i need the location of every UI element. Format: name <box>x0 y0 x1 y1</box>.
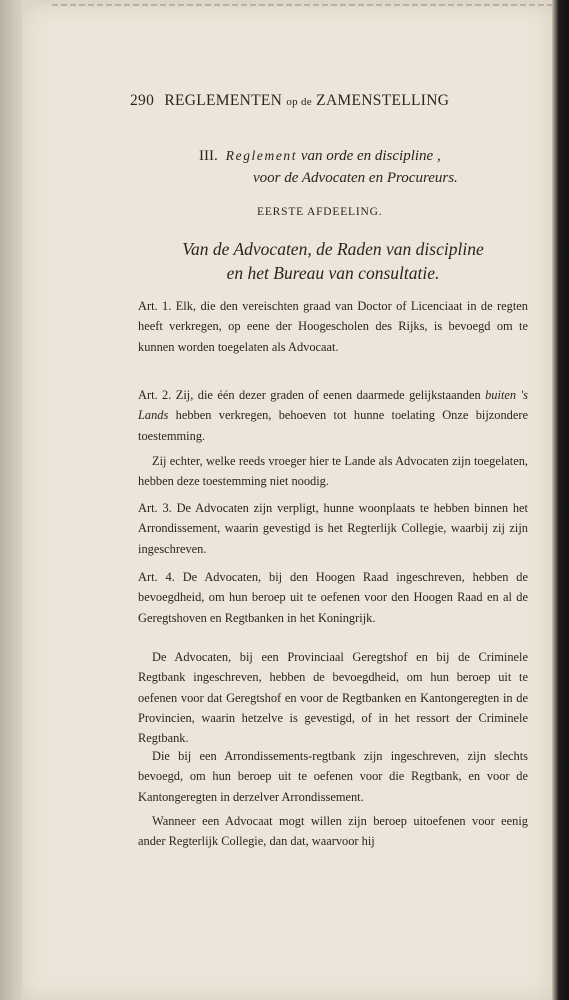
regulation-number: III. <box>199 148 218 164</box>
page-number: 290 <box>130 92 155 109</box>
article-2-second-paragraph: Zij echter, welke reeds vroeger hier te Lande als Advocaten zijn toegelaten, hebben deze toestemming niet noodig. <box>138 454 528 489</box>
regulation-title-line2: voor de Advocaten en Procureurs. <box>253 170 458 186</box>
book-binding-edge <box>0 0 22 1000</box>
article-4-second-paragraph: De Advocaten, bij een Provinciaal Geregtshof en bij de Criminele Regtbank ingeschreven, hebben de bevoegdheid, om hun beroep uit te oefenen voor dat Geregtshof en voor de Regtbanken en Kantongeregten in de Provincien, waarin hetzelve is gevestigd, of in het ressort der Criminele Regtbank. <box>138 650 528 746</box>
running-head <box>130 92 500 110</box>
section-subtitle <box>138 237 528 285</box>
article-3-paragraph: Art. 3. De Advocaten zijn verpligt, hunne woonplaats te hebben binnen het Arrondissement, waarin gevestigd is het Regterlijk Collegie, waarbij zij zijn ingeschreven. <box>138 501 528 556</box>
article-1-paragraph: Art. 1. Elk, die den vereischten graad van Doctor of Licenciaat in de regten heeft verkregen, op eene der Hoogescholen des Rijks, is bevoegd om te kunnen worden toegelaten als Advocaat. <box>138 299 528 354</box>
article-2-text-a: Art. 2. Zij, die één dezer graden of eenen daarmede gelijkstaanden <box>138 388 486 402</box>
article-4-third-paragraph: Die bij een Arrondissements-regtbank zijn ingeschreven, zijn slechts bevoegd, om hun beroep uit te oefenen voor die Regtbank, en voor de Kantongeregten in derzelver Arrondissement. <box>138 749 528 804</box>
section-subtitle-line2: en het Bureau van consultatie. <box>226 263 440 283</box>
running-head-op-de: op de <box>286 96 312 108</box>
article-2-paragraph <box>138 385 528 446</box>
running-head-title-start: REGLEMENTEN <box>164 92 283 109</box>
article-2-italic: buiten 's Lands <box>138 388 528 423</box>
article-4-paragraph: Art. 4. De Advocaten, bij den Hoogen Raad ingeschreven, hebben de bevoegdheid, om hun beroep uit te oefenen voor den Hoogen Raad en al de Geregtshoven en Regtbanken in het Koningrijk. <box>138 570 528 625</box>
section-subtitle-line1: Van de Advocaten, de Raden van discipline <box>182 239 484 259</box>
section-heading: EERSTE AFDEELING. <box>257 206 383 218</box>
page-right-edge <box>552 0 569 1000</box>
running-head-title-end: ZAMENSTELLING <box>316 92 450 109</box>
article-4-fourth-paragraph: Wanneer een Advocaat mogt willen zijn beroep uitoefenen voor eenig ander Regterlijk Collegie, dan dat, waarvoor hij <box>138 814 528 849</box>
page-top-edge <box>52 4 552 6</box>
regulation-word: Reglement <box>225 148 298 163</box>
regulation-title <box>199 145 529 189</box>
regulation-title-line1: van orde en discipline , <box>300 148 441 164</box>
article-2-text-b: hebben verkregen, behoeven tot hunne toelating Onze bijzondere toestemming. <box>138 408 528 443</box>
